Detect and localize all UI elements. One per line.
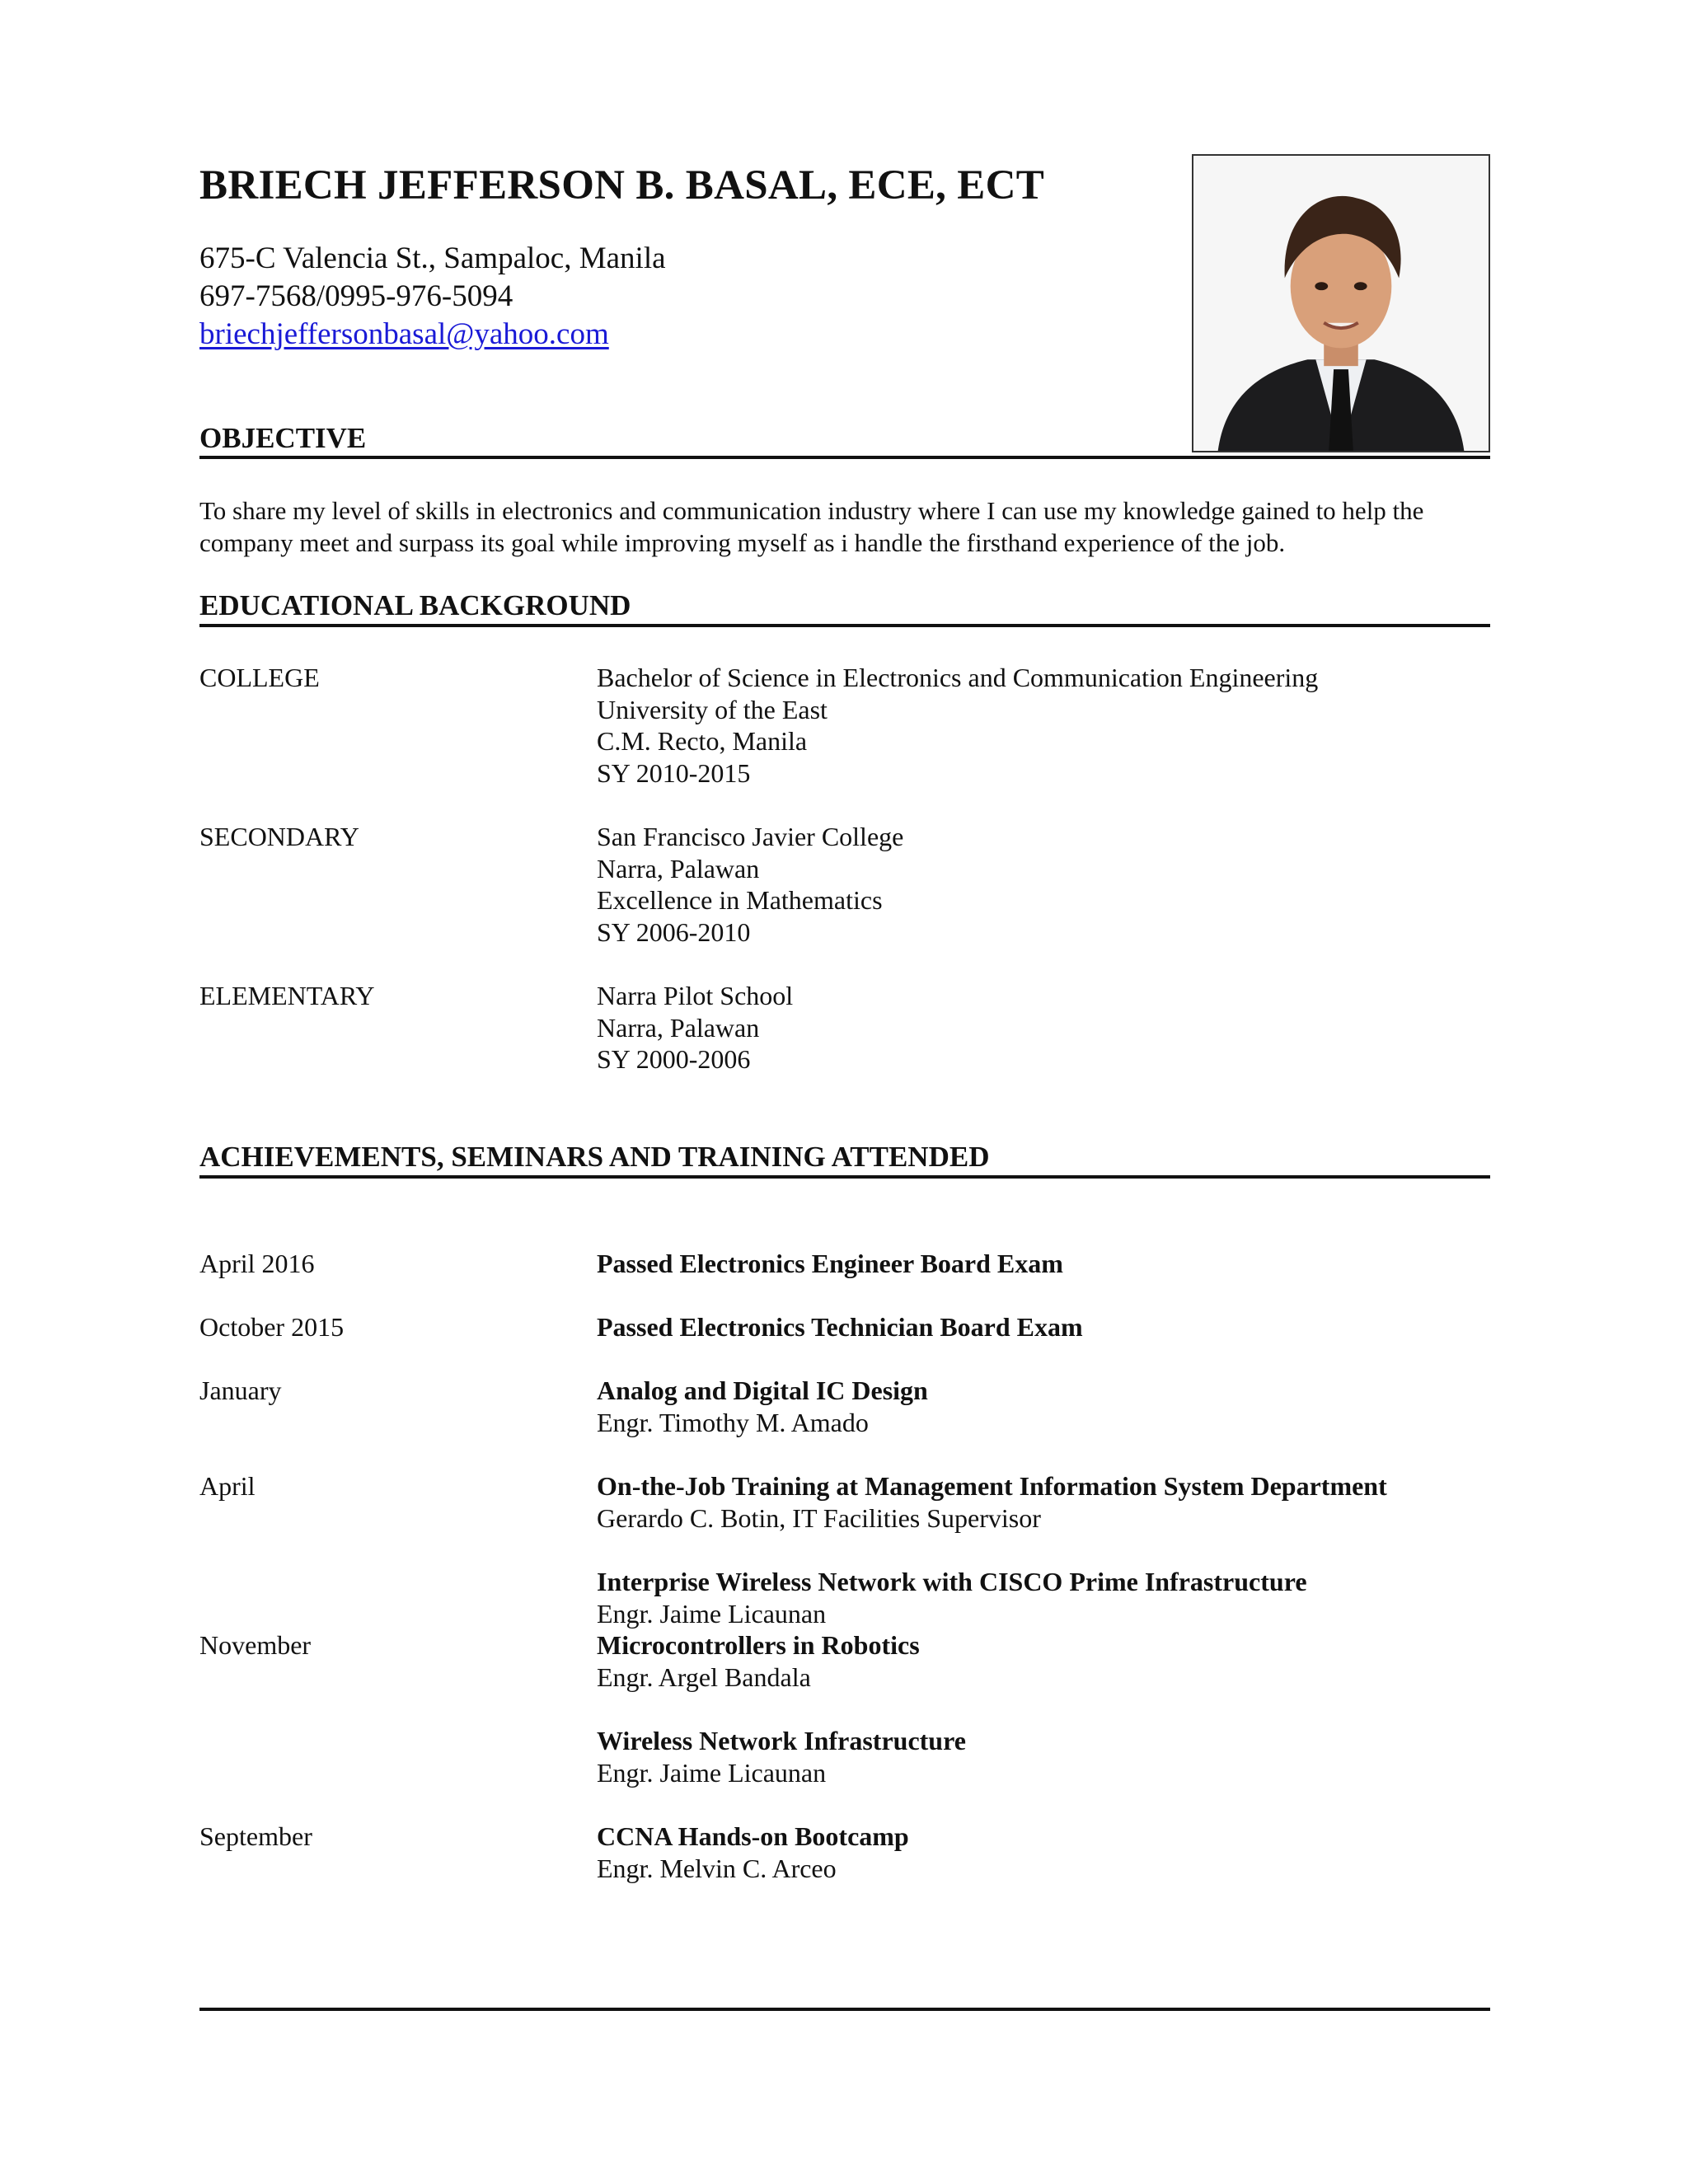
education-line: University of the East: [597, 694, 828, 724]
section-divider: [199, 1175, 1490, 1179]
achievement-item: [597, 1375, 928, 1438]
achievement-detail: Engr. Jaime Licaunan: [597, 1598, 827, 1629]
objective-text: To share my level of skills in electronics and communication industry where I can use my knowledge gained to help the company meet and surpass its goal while improving myself as i handle the firsthand experience of the job.: [199, 496, 1424, 557]
achievement-detail: Gerardo C. Botin, IT Facilities Supervisor: [597, 1502, 1041, 1533]
achievement-detail: Engr. Timothy M. Amado: [597, 1407, 869, 1437]
achievement-date: October 2015: [199, 1312, 345, 1342]
achievement-title: Analog and Digital IC Design: [597, 1376, 928, 1405]
education-line: San Francisco Javier College: [597, 822, 904, 851]
profile-photo: [1192, 154, 1490, 452]
education-level: COLLEGE: [199, 663, 320, 692]
achievement-date: January: [199, 1376, 282, 1405]
education-line: SY 2010-2015: [597, 757, 751, 788]
achievement-item: [597, 1470, 1387, 1534]
education-level: SECONDARY: [199, 822, 359, 851]
achievement-detail: Engr. Melvin C. Arceo: [597, 1853, 837, 1883]
achievement-date: April: [199, 1471, 256, 1501]
education-line: Bachelor of Science in Electronics and Communication Engineering: [597, 663, 1319, 692]
education-line: SY 2006-2010: [597, 916, 751, 947]
section-divider: [199, 624, 1490, 627]
education-line: Narra Pilot School: [597, 981, 794, 1010]
education-line: Excellence in Mathematics: [597, 885, 883, 915]
achievement-title: CCNA Hands-on Bootcamp: [597, 1821, 909, 1851]
achievement-item: [597, 1629, 920, 1693]
email-link[interactable]: briechjeffersonbasal@yahoo.com: [199, 317, 609, 351]
achievement-title: Microcontrollers in Robotics: [597, 1630, 920, 1660]
achievement-title: On-the-Job Training at Management Information System Department: [597, 1471, 1387, 1501]
education-line: SY 2000-2006: [597, 1044, 751, 1074]
achievement-item: [597, 1725, 966, 1788]
education-details: [597, 662, 1318, 789]
achievements-heading: ACHIEVEMENTS, SEMINARS AND TRAINING ATTENDED: [199, 1141, 990, 1173]
achievement-item: [597, 1248, 1063, 1280]
achievement-item: [597, 1821, 909, 1884]
achievement-title: Passed Electronics Technician Board Exam: [597, 1312, 1083, 1342]
education-level: ELEMENTARY: [199, 981, 375, 1010]
education-line: C.M. Recto, Manila: [597, 726, 808, 756]
phone: 697-7568/0995-976-5094: [199, 279, 513, 313]
achievement-title: Interprise Wireless Network with CISCO Prime Infrastructure: [597, 1567, 1307, 1596]
achievement-date: September: [199, 1821, 312, 1851]
achievement-title: Wireless Network Infrastructure: [597, 1726, 966, 1755]
achievement-title: Passed Electronics Engineer Board Exam: [597, 1249, 1063, 1278]
education-line: Narra, Palawan: [597, 853, 760, 883]
education-heading: EDUCATIONAL BACKGROUND: [199, 589, 631, 621]
achievement-detail: Engr. Argel Bandala: [597, 1661, 811, 1692]
objective-heading: OBJECTIVE: [199, 422, 367, 454]
section-divider: [199, 456, 1490, 459]
education-details: [597, 821, 903, 948]
achievement-item: [597, 1311, 1083, 1343]
achievement-date: April 2016: [199, 1249, 315, 1278]
education-line: Narra, Palawan: [597, 1012, 760, 1043]
address: 675-C Valencia St., Sampaloc, Manila: [199, 241, 666, 275]
portrait-image: [1193, 156, 1489, 451]
footer-divider: [199, 2008, 1490, 2011]
applicant-name: BRIECH JEFFERSON B. BASAL, ECE, ECT: [199, 162, 1045, 209]
education-details: [597, 980, 793, 1076]
achievement-date: November: [199, 1630, 312, 1660]
achievement-item: [597, 1566, 1307, 1629]
achievement-detail: Engr. Jaime Licaunan: [597, 1757, 827, 1788]
